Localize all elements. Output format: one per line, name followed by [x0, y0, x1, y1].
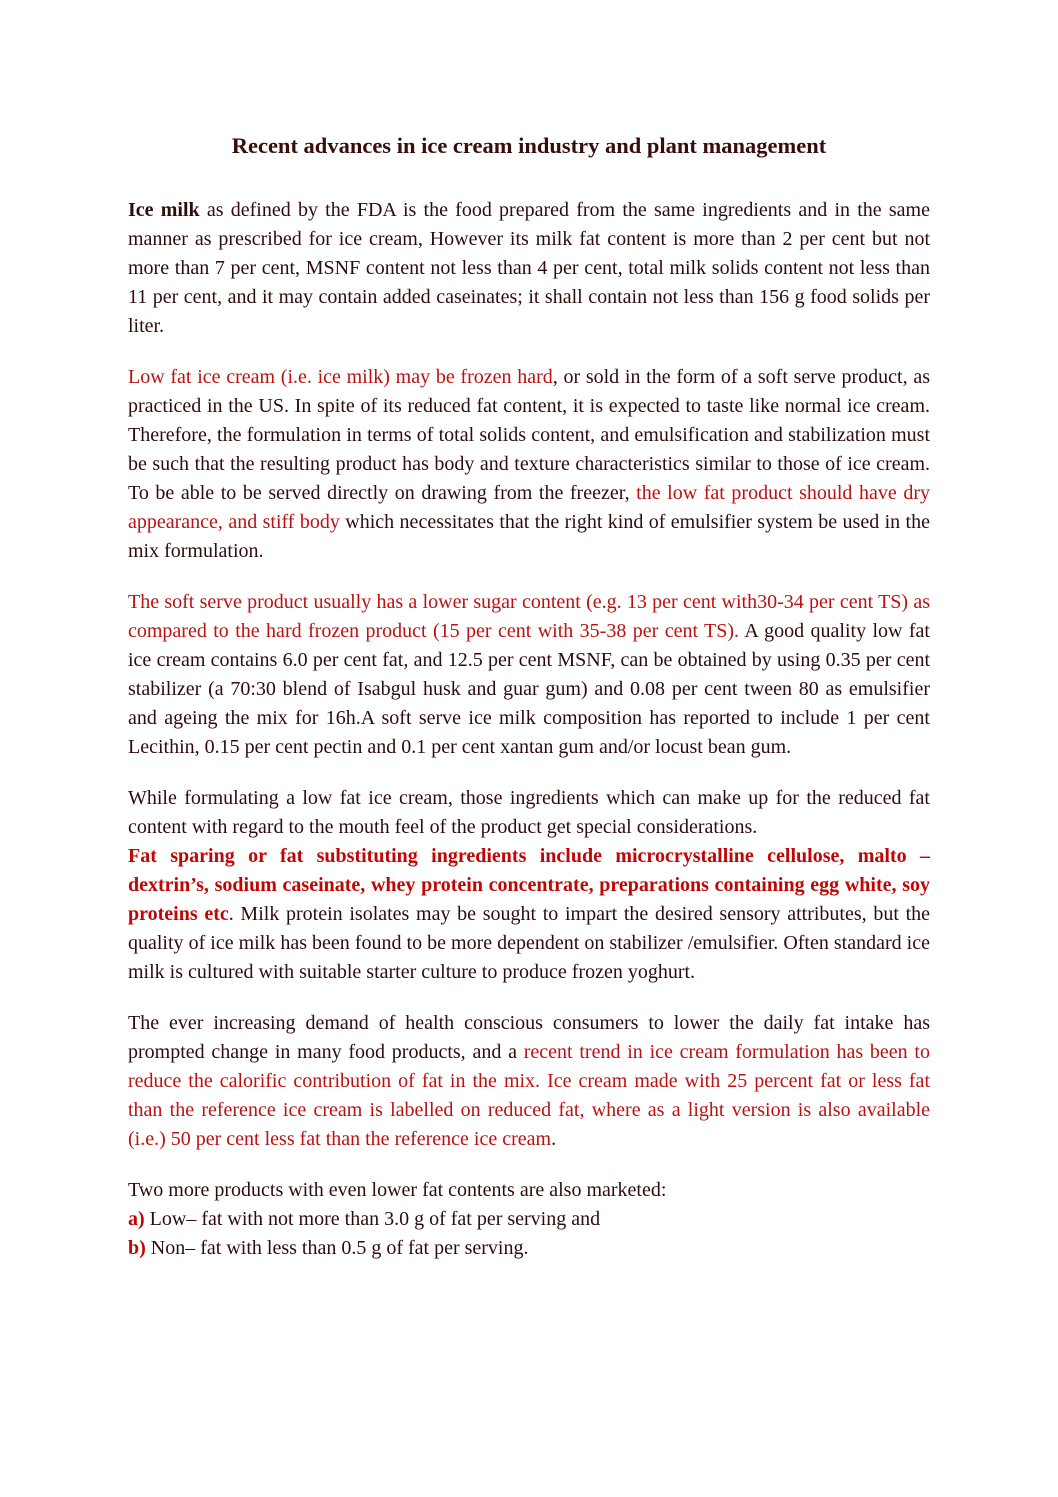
document-title: Recent advances in ice cream industry and plant management — [231, 133, 827, 158]
text-segment: a) — [128, 1208, 145, 1230]
paragraph — [128, 1009, 930, 1154]
document-body — [128, 196, 930, 1263]
text-segment: , or sold in the form of a soft serve product, as practiced in the US. In spite of its reduced fat content, it is expected to taste like normal ice cream. Therefore, the formulation in terms of total solids content, and emulsification and stabilization must be such that the resulting product has body and texture characteristics similar to those of ice cream. To be able to be served directly on drawing from the freezer, — [128, 366, 930, 504]
text-segment: Ice milk — [128, 199, 200, 221]
text-segment: b) — [128, 1237, 146, 1259]
text-segment: A good quality low fat ice cream contains 6.0 per cent fat, and 12.5 per cent MSNF, can be obtained by using 0.35 per cent stabilizer (a 70:30 blend of Isabgul husk and guar gum) and 0.08 per cent tween 80 as emulsifier and ageing the mix for 16h.A soft serve ice milk composition has reported to include 1 per cent Lecithin, 0.15 per cent pectin and 0.1 per cent xantan gum and/or locust bean gum. — [128, 620, 930, 758]
text-segment: . — [551, 1128, 557, 1150]
text-segment: Two more products with even lower fat contents are also marketed: — [128, 1179, 667, 1201]
text-segment: the low fat product should have dry appearance, and stiff body — [128, 482, 931, 533]
paragraph — [128, 842, 930, 987]
text-segment: The soft serve product usually has a lower sugar content (e.g. 13 per cent with30-34 per cent TS) as compared to the hard frozen product (15 per cent with 35-38 per cent TS). — [128, 591, 930, 642]
text-segment: The ever increasing demand of health conscious consumers to lower the daily fat intake has prompted change in many food products, and a — [128, 1012, 930, 1063]
paragraph — [128, 196, 930, 341]
text-segment: which necessitates that the right kind of emulsifier system be used in the mix formulation. — [128, 511, 930, 562]
text-segment: Non– fat with less than 0.5 g of fat per serving. — [145, 1237, 529, 1259]
text-segment: recent trend in ice cream formulation has been to reduce the calorific contribution of fat in the mix. Ice cream made with 25 percent fat or less fat than the reference ice cream is labelled on reduced fat, where as a light version is also available (i.e.) 50 per cent less fat than the reference ice cream — [128, 1041, 930, 1150]
text-segment: While formulating a low fat ice cream, those ingredients which can make up for the reduced fat content with regard to the mouth feel of the product get special considerations. — [128, 787, 930, 838]
text-segment: Fat sparing or fat substituting ingredients include microcrystalline cellulose, malto – dextrin’s, sodium caseinate, whey protein concentrate, preparations containing egg white, soy proteins etc — [128, 845, 930, 925]
paragraph — [128, 588, 930, 762]
paragraph — [128, 784, 930, 842]
paragraph — [128, 1176, 930, 1205]
text-segment: Low fat ice cream (i.e. ice milk) may be frozen hard — [128, 366, 553, 388]
text-segment: . Milk protein isolates may be sought to impart the desired sensory attributes, but the quality of ice milk has been found to be more dependent on stabilizer /emulsifier. Often standard ice milk is cultured with suitable starter culture to produce frozen yoghurt. — [128, 903, 931, 983]
text-segment: as defined by the FDA is the food prepared from the same ingredients and in the same manner as prescribed for ice cream, However its milk fat content is more than 2 per cent but not more than 7 per cent, MSNF content not less than 4 per cent, total milk solids content not less than 11 per cent, and it may contain added caseinates; it shall contain not less than 156 g food solids per liter. — [128, 199, 930, 337]
paragraph — [128, 1205, 930, 1234]
paragraph — [128, 363, 930, 566]
paragraph — [128, 1234, 930, 1263]
text-segment: Low– fat with not more than 3.0 g of fat per serving and — [144, 1208, 601, 1230]
